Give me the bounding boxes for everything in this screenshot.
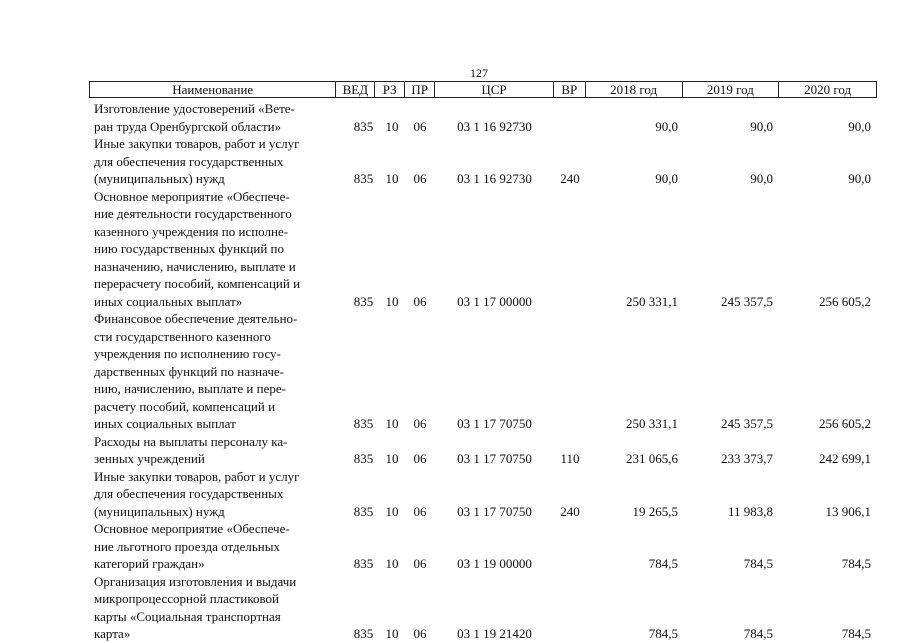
name-line: микропроцессорной пластиковой bbox=[94, 591, 279, 606]
name-line: для обеспечения государственных bbox=[94, 153, 284, 169]
header-2018: 2018 год bbox=[586, 82, 683, 97]
cell-csr: 03 1 17 00000 bbox=[457, 293, 532, 309]
cell-csr: 03 1 17 70750 bbox=[457, 416, 532, 431]
name-line: дарственных функций по назначе- bbox=[94, 363, 284, 379]
cell-2019: 90,0 bbox=[750, 171, 773, 186]
cell-2020: 784,5 bbox=[841, 556, 871, 571]
cell-2018: 250 331,1 bbox=[626, 416, 678, 431]
cell-name bbox=[89, 520, 336, 573]
cell-rz: 10 bbox=[385, 556, 399, 571]
cell-2018: 90,0 bbox=[655, 171, 678, 186]
name-line: зенных учреждений bbox=[94, 451, 205, 466]
table-row bbox=[89, 468, 877, 521]
cell-csr: 03 1 17 70750 bbox=[457, 503, 532, 519]
cell-2019: 245 357,5 bbox=[721, 293, 773, 309]
cell-2020: 90,0 bbox=[848, 118, 871, 134]
cell-vr: 240 bbox=[560, 171, 580, 186]
table-row bbox=[89, 188, 877, 311]
cell-2019: 233 373,7 bbox=[721, 451, 773, 466]
cell-2018: 19 265,5 bbox=[632, 503, 678, 519]
cell-pr: 06 bbox=[413, 451, 427, 466]
table-row bbox=[89, 310, 877, 433]
cell-name bbox=[89, 433, 336, 468]
cell-name bbox=[89, 135, 336, 188]
cell-name bbox=[89, 468, 336, 521]
cell-rz: 10 bbox=[385, 171, 399, 186]
name-line: нию государственных функций по bbox=[94, 241, 285, 256]
cell-csr: 03 1 19 21420 bbox=[457, 626, 532, 641]
name-line: Изготовление удостоверений «Вете- bbox=[94, 101, 295, 116]
header-vr: ВР bbox=[554, 82, 586, 97]
name-line: категорий граждан» bbox=[94, 556, 205, 571]
cell-ved: 835 bbox=[353, 556, 374, 571]
cell-pr: 06 bbox=[413, 293, 427, 309]
cell-rz: 10 bbox=[385, 451, 399, 466]
table-row bbox=[89, 573, 877, 643]
name-line: карты «Социальная транспортная bbox=[94, 608, 281, 624]
cell-ved: 835 bbox=[353, 171, 374, 186]
name-line: карта» bbox=[94, 626, 131, 641]
table-row bbox=[89, 520, 877, 573]
cell-pr: 06 bbox=[413, 503, 427, 519]
cell-name bbox=[89, 188, 336, 311]
header-2020: 2020 год bbox=[804, 82, 852, 97]
cell-2018: 784,5 bbox=[648, 626, 678, 641]
cell-2020: 256 605,2 bbox=[819, 416, 871, 431]
cell-pr: 06 bbox=[413, 556, 427, 571]
name-line: Финансовое обеспечение деятельно- bbox=[94, 311, 298, 326]
cell-vr: 110 bbox=[560, 451, 580, 466]
cell-ved: 835 bbox=[353, 626, 374, 641]
table-row bbox=[89, 135, 877, 188]
cell-2018: 250 331,1 bbox=[626, 293, 678, 309]
cell-2020: 784,5 bbox=[841, 626, 871, 641]
table-header bbox=[89, 81, 877, 98]
name-line: нию, начислению, выплате и пере- bbox=[94, 381, 286, 396]
cell-2019: 245 357,5 bbox=[721, 416, 773, 431]
cell-2020: 13 906,1 bbox=[825, 503, 871, 519]
cell-rz: 10 bbox=[385, 503, 399, 519]
header-name: Наименование bbox=[90, 82, 336, 97]
header-rz: РЗ bbox=[375, 82, 405, 97]
cell-pr: 06 bbox=[413, 626, 427, 641]
header-pr: ПР bbox=[405, 82, 435, 97]
cell-csr: 03 1 19 00000 bbox=[457, 556, 532, 571]
cell-pr: 06 bbox=[413, 416, 427, 431]
name-line: иных социальных выплат» bbox=[94, 293, 243, 309]
name-line: (муниципальных) нужд bbox=[94, 171, 225, 186]
name-line: назначению, начислению, выплате и bbox=[94, 258, 296, 274]
cell-name bbox=[89, 573, 336, 643]
cell-ved: 835 bbox=[353, 118, 374, 134]
name-line: для обеспечения государственных bbox=[94, 486, 284, 501]
cell-ved: 835 bbox=[353, 503, 374, 519]
cell-ved: 835 bbox=[353, 293, 374, 309]
header-csr: ЦСР bbox=[435, 82, 554, 97]
cell-rz: 10 bbox=[385, 118, 399, 134]
cell-2019: 11 983,8 bbox=[727, 503, 773, 519]
name-line: Основное мероприятие «Обеспече- bbox=[94, 188, 290, 204]
name-line: Расходы на выплаты персоналу ка- bbox=[94, 433, 288, 449]
name-line: ние льготного проезда отдельных bbox=[94, 538, 280, 554]
page-number: 127 bbox=[470, 66, 488, 80]
cell-ved: 835 bbox=[353, 416, 374, 431]
cell-2020: 90,0 bbox=[848, 171, 871, 186]
cell-2019: 90,0 bbox=[750, 118, 773, 134]
name-line: иных социальных выплат bbox=[94, 416, 236, 431]
cell-rz: 10 bbox=[385, 416, 399, 431]
name-line: Иные закупки товаров, работ и услуг bbox=[94, 136, 300, 151]
name-line: казенного учреждения по исполне- bbox=[94, 223, 289, 239]
cell-name bbox=[89, 100, 336, 135]
table-body bbox=[89, 100, 877, 643]
name-line: сти государственного казенного bbox=[94, 328, 271, 344]
table-row bbox=[89, 100, 877, 135]
cell-csr: 03 1 16 92730 bbox=[457, 118, 532, 134]
cell-pr: 06 bbox=[413, 171, 427, 186]
cell-2020: 256 605,2 bbox=[819, 293, 871, 309]
name-line: перерасчету пособий, компенсаций и bbox=[94, 276, 301, 291]
cell-rz: 10 bbox=[385, 626, 399, 641]
cell-pr: 06 bbox=[413, 118, 427, 134]
header-ved: ВЕД bbox=[336, 82, 375, 97]
name-line: учреждения по исполнению госу- bbox=[94, 346, 281, 361]
cell-rz: 10 bbox=[385, 293, 399, 309]
table-row bbox=[89, 433, 877, 468]
name-line: расчету пособий, компенсаций и bbox=[94, 398, 276, 414]
name-line: ние деятельности государственного bbox=[94, 206, 292, 221]
header-2019: 2019 год bbox=[683, 82, 780, 97]
name-line: (муниципальных) нужд bbox=[94, 503, 225, 519]
cell-2018: 784,5 bbox=[648, 556, 678, 571]
cell-csr: 03 1 17 70750 bbox=[457, 451, 532, 466]
cell-vr: 240 bbox=[560, 503, 580, 519]
cell-csr: 03 1 16 92730 bbox=[457, 171, 532, 186]
cell-ved: 835 bbox=[353, 451, 374, 466]
cell-2018: 90,0 bbox=[655, 118, 678, 134]
name-line: Организация изготовления и выдачи bbox=[94, 573, 297, 589]
cell-2019: 784,5 bbox=[743, 626, 773, 641]
cell-2019: 784,5 bbox=[743, 556, 773, 571]
cell-name bbox=[89, 310, 336, 433]
name-line: Основное мероприятие «Обеспече- bbox=[94, 521, 290, 536]
cell-2020: 242 699,1 bbox=[819, 451, 871, 466]
cell-2018: 231 065,6 bbox=[626, 451, 678, 466]
name-line: Иные закупки товаров, работ и услуг bbox=[94, 468, 300, 484]
name-line: ран труда Оренбургской области» bbox=[94, 118, 282, 134]
